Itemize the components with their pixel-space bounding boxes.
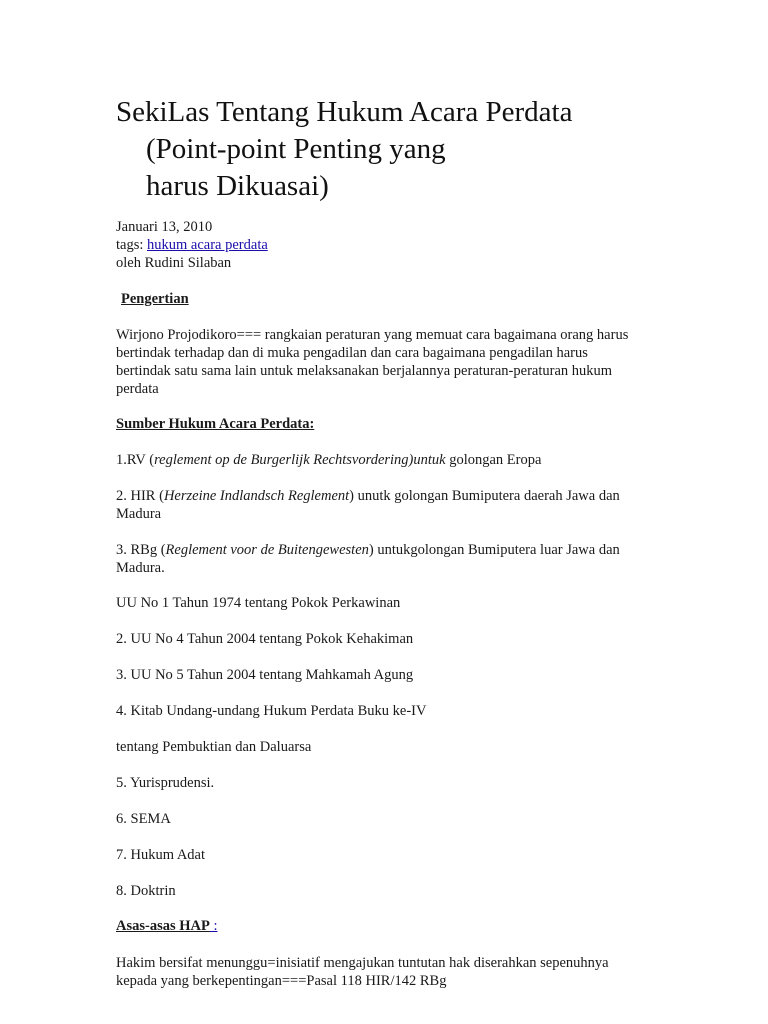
section-heading-asas [116,917,636,935]
post-author: oleh Rudini Silaban [116,255,232,271]
uu-item-2: 2. UU No 4 Tahun 2004 tentang Pokok Kehakiman [116,631,414,647]
title-line-2: (Point-point Penting yang [146,133,446,165]
asas-heading-suffix: : [209,918,218,934]
tags-label: tags: [116,237,144,253]
section-heading-pengertian [121,290,641,308]
sumber-item-3-prefix: 3. RBg ( [116,542,166,558]
asas-heading: Asas-asas HAP [116,918,210,934]
tag-link-hukum-acara-perdata[interactable]: hukum acara perdata [147,237,268,253]
uu-item-8: 8. Doktrin [116,883,176,899]
sumber-item-1-prefix: 1.RV ( [116,452,155,468]
sumber-item-2-italic: Herzeine Indlandsch Reglement [163,488,350,504]
sumber-item-3-suffix: ) untukgolongan Bumiputera luar Jawa dan Madura. [116,542,620,576]
asas-paragraph: Hakim bersifat menunggu=inisiatif mengajukan tuntutan hak diserahkan sepenuhnya kepada yang berkepentingan===Pasal 118 HIR/142 RBg [116,955,609,989]
uu-item-3: 3. UU No 5 Tahun 2004 tentang Mahkamah Agung [116,667,414,683]
post-date: Januari 13, 2010 [116,219,213,235]
sumber-item-2-prefix: 2. HIR ( [116,488,164,504]
uu-item-4: 4. Kitab Undang-undang Hukum Perdata Buku ke-IV [116,703,427,719]
sumber-item-1-italic: reglement op de Burgerlijk Rechtsvordering)untuk [154,452,446,468]
sumber-item-3 [116,541,636,577]
sumber-item-2 [116,487,636,523]
sumber-heading: Sumber Hukum Acara Perdata: [116,416,315,432]
uu-item-4-continued: tentang Pembuktian dan Daluarsa [116,739,312,755]
uu-item-1: UU No 1 Tahun 1974 tentang Pokok Perkawinan [116,595,401,611]
pengertian-heading: Pengertian [121,291,189,307]
sumber-item-3-italic: Reglement voor de Buitengewesten [165,542,369,558]
uu-item-5: 5. Yurisprudensi. [116,775,215,791]
sumber-item-1-suffix: golongan Eropa [445,452,542,468]
pengertian-paragraph: Wirjono Projodikoro=== rangkaian peraturan yang memuat cara bagaimana orang harus bertindak terhadap dan di muka pengadilan dan cara bagaimana pengadilan harus bertindak satu sama lain untuk melaksanakan berjalannya peraturan-peraturan hukum perdata [116,327,629,397]
title-line-3: harus Dikuasai) [146,170,329,202]
post-tags [116,236,636,254]
sumber-item-2-suffix: ) unutk golongan Bumiputera daerah Jawa dan Madura [116,488,620,522]
section-heading-sumber [116,415,636,433]
sumber-item-1 [116,451,636,469]
uu-item-7: 7. Hukum Adat [116,847,206,863]
uu-item-6: 6. SEMA [116,811,171,827]
title-line-1: SekiLas Tentang Hukum Acara Perdata [116,96,573,128]
page-title [116,94,736,205]
